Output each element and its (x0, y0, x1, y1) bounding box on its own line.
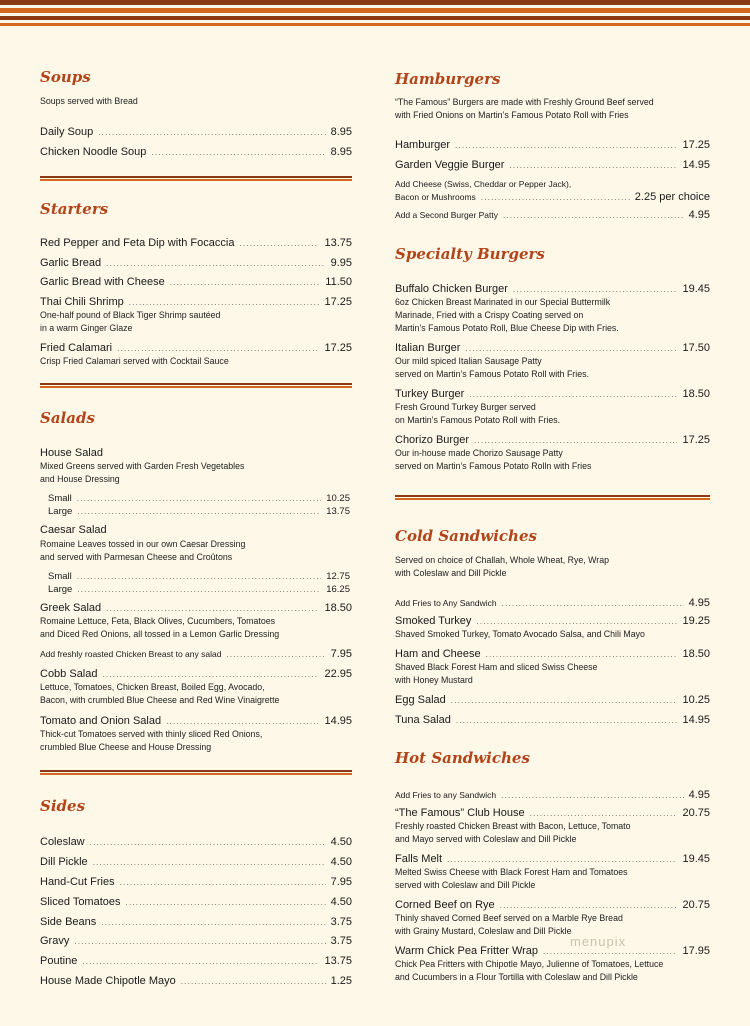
menu-item (40, 276, 352, 289)
item-description: and Mayo served with Coleslaw and Dill Pickle (395, 834, 577, 844)
item-description: Martin’s Famous Potato Roll, Blue Cheese Dip with Fries. (395, 323, 619, 333)
menu-item (40, 876, 352, 889)
item-price: 20.75 (682, 899, 710, 911)
menu-item (395, 807, 710, 820)
item-price: 7.95 (330, 648, 352, 660)
item-description: and Diced Red Onions, all tossed in a Lemon Garlic Dressing (40, 629, 280, 639)
leader-dots (476, 615, 677, 628)
item-price: 4.95 (688, 209, 710, 221)
menu-item (395, 694, 710, 707)
leader-dots (465, 342, 677, 355)
item-description: Romaine Leaves tossed in our own Caesar Dressing (40, 539, 246, 549)
leader-dots (502, 597, 684, 610)
item-name: Garden Veggie Burger (395, 159, 505, 171)
item-price: 17.25 (682, 139, 710, 151)
leader-dots (474, 434, 677, 447)
item-description: Chick Pea Fritters with Chipotle Mayo, Julienne of Tomatoes, Lettuce (395, 959, 664, 969)
item-name: Chorizo Burger (395, 434, 469, 446)
leader-dots (170, 276, 321, 289)
leader-dots (509, 159, 677, 172)
soups-title: Soups (40, 68, 91, 86)
item-description: Fresh Ground Turkey Burger served (395, 402, 536, 412)
sides-title: Sides (40, 797, 86, 815)
leader-dots (106, 602, 319, 615)
item-description: Thinly shaved Corned Beef served on a Marble Rye Bread (395, 913, 623, 923)
item-price: 8.95 (330, 126, 352, 138)
section-intro: with Fried Onions on Martin’s Famous Potato Roll with Fries (395, 110, 629, 120)
item-price: 10.25 (682, 694, 710, 706)
leader-dots (481, 191, 630, 204)
size-label: Small (48, 571, 72, 582)
leader-dots (77, 492, 321, 505)
menu-item (40, 856, 352, 869)
item-name: Smoked Turkey (395, 615, 472, 627)
item-name: Turkey Burger (395, 388, 465, 400)
item-price: 18.50 (324, 602, 352, 614)
leader-dots (106, 257, 325, 270)
menu-item (40, 342, 352, 355)
item-description: Melted Swiss Cheese with Black Forest Ham and Tomatoes (395, 867, 628, 877)
item-price: 14.95 (324, 715, 352, 727)
menu-item (395, 434, 710, 447)
leader-dots (82, 955, 319, 968)
leader-dots (117, 342, 319, 355)
item-price: 3.75 (330, 916, 352, 928)
section-intro: “The Famous” Burgers are made with Freshly Ground Beef served (395, 97, 654, 107)
item-name: Chicken Noodle Soup (40, 146, 147, 158)
addon-row (395, 597, 710, 610)
leader-dots (77, 505, 321, 518)
item-price: 12.75 (326, 571, 350, 582)
item-name: Ham and Cheese (395, 648, 481, 660)
menu-item (395, 853, 710, 866)
item-price: 13.75 (324, 237, 352, 249)
item-name: Hamburger (395, 139, 451, 151)
menu-item (395, 615, 710, 628)
salads-title: Salads (40, 409, 95, 427)
item-description: Freshly roasted Chicken Breast with Bacon, Lettuce, Tomato (395, 821, 631, 831)
leader-dots (486, 648, 678, 661)
leader-dots (77, 583, 321, 596)
menu-item (40, 146, 352, 159)
item-price: 19.45 (682, 283, 710, 295)
item-name: Add Fries to any Sandwich (395, 790, 497, 800)
item-price: 17.25 (324, 296, 352, 308)
leader-dots (166, 715, 319, 728)
item-name: Add a Second Burger Patty (395, 210, 499, 220)
menu-item (40, 524, 352, 537)
leader-dots (181, 975, 326, 988)
size-row (48, 492, 350, 505)
leader-dots (456, 714, 678, 727)
leader-dots (77, 570, 321, 583)
item-description: Crisp Fried Calamari served with Cocktail Sauce (40, 356, 229, 366)
leader-dots (226, 648, 325, 661)
hot-sandwiches-title: Hot Sandwiches (395, 749, 530, 767)
menu-item (395, 388, 710, 401)
size-row (48, 570, 350, 583)
item-name: Coleslaw (40, 836, 85, 848)
size-label: Large (48, 584, 73, 595)
menu-item (395, 648, 710, 661)
item-name: Garlic Bread (40, 257, 102, 269)
size-row (48, 505, 350, 518)
item-description: Lettuce, Tomatoes, Chicken Breast, Boiled Egg, Avocado, (40, 682, 265, 692)
item-price: 11.50 (325, 276, 352, 288)
section-divider (40, 176, 352, 182)
specialty-burgers-title: Specialty Burgers (395, 245, 545, 263)
item-price: 14.95 (682, 159, 710, 171)
item-name: Gravy (40, 935, 70, 947)
item-price: 9.95 (330, 257, 352, 269)
item-price: 4.50 (330, 856, 352, 868)
item-price: 4.50 (330, 836, 352, 848)
item-price: 14.95 (682, 714, 710, 726)
item-price: 22.95 (324, 668, 352, 680)
item-description: 6oz Chicken Breast Marinated in our Special Buttermilk (395, 297, 611, 307)
item-description: and House Dressing (40, 474, 120, 484)
item-description: Marinade, Fried with a Crispy Coating served on (395, 310, 584, 320)
item-name: Tuna Salad (395, 714, 451, 726)
starters-title: Starters (40, 200, 109, 218)
soups-intro: Soups served with Bread (40, 96, 138, 106)
menu-item (40, 126, 352, 139)
menu-item (395, 159, 710, 172)
item-price: 17.25 (682, 434, 710, 446)
leader-dots (447, 853, 677, 866)
addon-row (395, 191, 710, 204)
addon-row (40, 648, 352, 661)
item-price: 20.75 (682, 807, 710, 819)
menu-item (40, 715, 352, 728)
item-name: Corned Beef on Rye (395, 899, 495, 911)
menu-item (40, 955, 352, 968)
item-name: Sliced Tomatoes (40, 896, 121, 908)
leader-dots (101, 916, 325, 929)
item-name: Red Pepper and Feta Dip with Focaccia (40, 237, 235, 249)
item-name: Buffalo Chicken Burger (395, 283, 508, 295)
item-price: 13.75 (324, 955, 352, 967)
addon-row (395, 209, 710, 222)
leader-dots (530, 807, 678, 820)
item-price: 7.95 (330, 876, 352, 888)
addon-row (395, 789, 710, 802)
hamburgers-title: Hamburgers (395, 70, 501, 88)
leader-dots (239, 237, 319, 250)
item-name: Add Fries to Any Sandwich (395, 598, 497, 608)
leader-dots (503, 209, 684, 222)
cold-sandwiches-title: Cold Sandwiches (395, 527, 537, 545)
menu-item (395, 139, 710, 152)
item-price: 4.95 (688, 597, 710, 609)
item-name: Egg Salad (395, 694, 446, 706)
item-price: 19.25 (682, 615, 710, 627)
item-description: and served with Parmesan Cheese and Croûtons (40, 552, 233, 562)
menu-item (40, 836, 352, 849)
item-name: Side Beans (40, 916, 97, 928)
item-name: Daily Soup (40, 126, 94, 138)
item-description: Mixed Greens served with Garden Fresh Vegetables (40, 461, 245, 471)
item-description: Thick-cut Tomatoes served with thinly sliced Red Onions, (40, 729, 263, 739)
item-price: 3.75 (330, 935, 352, 947)
item-description: and Cucumbers in a Flour Tortilla with Coleslaw and Dill Pickle (395, 972, 638, 982)
menu-item (40, 296, 352, 309)
item-name: Fried Calamari (40, 342, 113, 354)
item-description: Our mild spiced Italian Sausage Patty (395, 356, 542, 366)
menu-item (40, 602, 352, 615)
item-description: Shaved Smoked Turkey, Tomato Avocado Salsa, and Chili Mayo (395, 629, 645, 639)
item-price: 10.25 (326, 493, 350, 504)
leader-dots (500, 899, 678, 912)
item-description: with Grainy Mustard, Coleslaw and Dill Pickle (395, 926, 572, 936)
item-name: Cobb Salad (40, 668, 98, 680)
menu-item (395, 945, 710, 958)
size-label: Large (48, 506, 73, 517)
watermark: menupix (570, 934, 627, 949)
leader-dots (151, 146, 325, 159)
menu-item (40, 975, 352, 988)
item-name: Warm Chick Pea Fritter Wrap (395, 945, 539, 957)
item-description: served on Martin’s Famous Potato Roll with Fries. (395, 369, 589, 379)
size-row (48, 583, 350, 596)
menu-item (395, 714, 710, 727)
item-price: 17.25 (324, 342, 352, 354)
section-intro: Served on choice of Challah, Whole Wheat, Rye, Wrap (395, 555, 609, 565)
menu-item (395, 342, 710, 355)
item-name: Dill Pickle (40, 856, 88, 868)
menu-item (40, 257, 352, 270)
leader-dots (129, 296, 320, 309)
item-name: Poutine (40, 955, 78, 967)
menu-item (395, 283, 710, 296)
leader-dots (120, 876, 326, 889)
leader-dots (451, 694, 678, 707)
menu-item (40, 237, 352, 250)
item-description: Romaine Lettuce, Feta, Black Olives, Cucumbers, Tomatoes (40, 616, 276, 626)
item-name: Add freshly roasted Chicken Breast to any salad (40, 649, 222, 659)
item-name: House Salad (40, 447, 103, 459)
item-name: Hand-Cut Fries (40, 876, 115, 888)
item-price: 1.25 (330, 975, 352, 987)
menu-item (40, 916, 352, 929)
menu-item (40, 447, 352, 460)
leader-dots (126, 896, 326, 909)
leader-dots (455, 139, 677, 152)
item-description: with Honey Mustard (395, 675, 473, 685)
item-price: 16.25 (326, 584, 350, 595)
menu-item (40, 668, 352, 681)
item-description: One-half pound of Black Tiger Shrimp sautéed (40, 310, 221, 320)
menu-item (40, 935, 352, 948)
item-name: Garlic Bread with Cheese (40, 276, 165, 288)
item-price: 4.50 (330, 896, 352, 908)
leader-dots (93, 856, 326, 869)
item-price: 8.95 (330, 146, 352, 158)
item-description: served with Coleslaw and Dill Pickle (395, 880, 536, 890)
item-name: Bacon or Mushrooms (395, 192, 476, 202)
item-price: 17.50 (682, 342, 710, 354)
item-price: 18.50 (682, 648, 710, 660)
leader-dots (513, 283, 678, 296)
top-stripe-band (0, 0, 750, 32)
menu-item (40, 896, 352, 909)
item-description: Bacon, with crumbled Blue Cheese and Red Wine Vinaigrette (40, 695, 280, 705)
item-name: Tomato and Onion Salad (40, 715, 162, 727)
section-divider (395, 495, 710, 501)
leader-dots (501, 789, 683, 802)
item-name: Falls Melt (395, 853, 443, 865)
item-name: “The Famous” Club House (395, 807, 525, 819)
leader-dots (98, 126, 325, 139)
item-name: Thai Chili Shrimp (40, 296, 124, 308)
size-label: Small (48, 493, 72, 504)
item-description: in a warm Ginger Glaze (40, 323, 133, 333)
item-description: Our in-house made Chorizo Sausage Patty (395, 448, 563, 458)
item-price: 19.45 (682, 853, 710, 865)
item-price: 2.25 per choice (634, 191, 710, 203)
leader-dots (74, 935, 325, 948)
item-name: Greek Salad (40, 602, 102, 614)
item-price: 17.95 (682, 945, 710, 957)
item-description: crumbled Blue Cheese and House Dressing (40, 742, 212, 752)
section-intro: with Coleslaw and Dill Pickle (395, 568, 507, 578)
item-description: on Martin’s Famous Potato Roll with Fries. (395, 415, 561, 425)
leader-dots (103, 668, 320, 681)
addon-note: Add Cheese (Swiss, Cheddar or Pepper Jack), (395, 179, 572, 189)
section-divider (40, 770, 352, 776)
item-description: served on Martin’s Famous Potato Rolln with Fries (395, 461, 592, 471)
leader-dots (469, 388, 677, 401)
item-name: House Made Chipotle Mayo (40, 975, 176, 987)
leader-dots (90, 836, 326, 849)
item-price: 13.75 (326, 506, 350, 517)
item-description: Shaved Black Forest Ham and sliced Swiss Cheese (395, 662, 598, 672)
item-name: Caesar Salad (40, 524, 107, 536)
section-divider (40, 383, 352, 389)
item-price: 18.50 (682, 388, 710, 400)
menu-item (395, 899, 710, 912)
item-name: Italian Burger (395, 342, 461, 354)
item-price: 4.95 (688, 789, 710, 801)
